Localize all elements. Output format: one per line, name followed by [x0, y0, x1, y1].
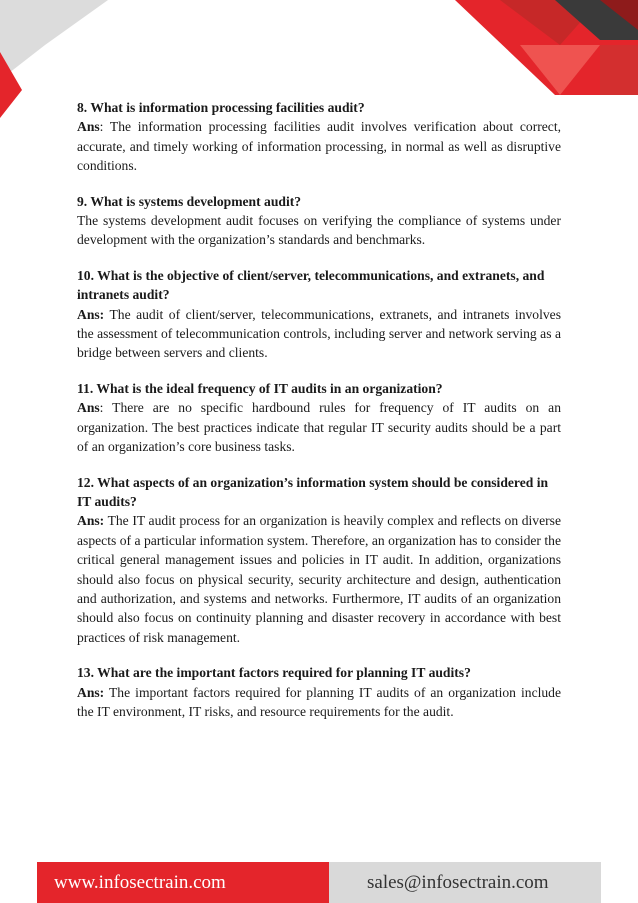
footer-website-link[interactable]: www.infosectrain.com: [37, 862, 329, 903]
corner-darkred-shape: [500, 0, 600, 45]
qa-item: [77, 98, 561, 176]
answer-label: Ans: [77, 119, 100, 135]
answer-text: There are no specific hardbound rules for frequency of IT audits on an organization. The best practices indicate that regular IT security audits should be a part of an organization’s core business tasks.: [77, 400, 561, 455]
corner-red-shape-left: [0, 52, 22, 118]
answer-separator: :: [99, 119, 110, 135]
answer-paragraph: [77, 117, 561, 175]
answer-paragraph: [77, 211, 561, 250]
qa-item: [77, 266, 561, 363]
corner-light-red-shape: [520, 45, 600, 95]
corner-red-square: [600, 45, 638, 95]
answer-label: Ans:: [77, 306, 105, 322]
answer-separator: :: [99, 400, 113, 416]
answer-text: The information processing facilities audit involves verification about correct, accurate, and timely working of information processing, in normal as well as disruptive conditions.: [77, 119, 561, 174]
corner-red-shape-right: [455, 0, 638, 95]
corner-maroon-shape: [600, 0, 638, 30]
answer-paragraph: [77, 683, 561, 722]
corner-charcoal-shape: [555, 0, 638, 40]
answer-paragraph: [77, 511, 561, 647]
answer-label: Ans:: [77, 513, 105, 529]
footer-bar: [37, 862, 601, 903]
answer-text: The systems development audit focuses on verifying the compliance of systems under development with the organization’s standards and benchmarks.: [77, 213, 561, 248]
footer-email-link[interactable]: sales@infosectrain.com: [329, 862, 601, 903]
question: 11. What is the ideal frequency of IT audits in an organization?: [77, 380, 443, 396]
answer-text: The audit of client/server, telecommunications, extranets, and intranets involves the assessment of telecommunication controls, including server and network serving as a bridge between servers and clients.: [77, 306, 561, 361]
qa-item: [77, 379, 561, 457]
answer-text: The IT audit process for an organization is heavily complex and reflects on diverse aspects of a particular information system. Therefore, an organization has to consider the critical general management issues and policies in IT audit. In addition, organizations should also focus on physical security, security architecture and design, authentication and authorization, and systems and networks. Furthermore, IT audits of an organization should also focus on continuity planning and disaster recovery in accordance with best practices of risk management.: [77, 513, 561, 645]
answer-label: Ans: [77, 400, 100, 416]
answer-text: The important factors required for planning IT audits of an organization include the IT environment, IT risks, and resource requirements for the audit.: [77, 684, 562, 719]
qa-item: [77, 192, 561, 250]
qa-item: [77, 473, 561, 648]
qa-document: [77, 98, 561, 737]
answer-paragraph: [77, 305, 561, 363]
question: 9. What is systems development audit?: [77, 193, 302, 209]
answer-label: Ans:: [77, 684, 105, 700]
corner-grey-shape: [0, 0, 108, 80]
question: 13. What are the important factors required for planning IT audits?: [77, 665, 471, 681]
answer-paragraph: [77, 398, 561, 456]
question: 10. What is the objective of client/server, telecommunications, and extranets, and intranets audit?: [77, 267, 545, 303]
question: 8. What is information processing facilities audit?: [77, 100, 365, 115]
question: 12. What aspects of an organization’s information system should be considered in IT audits?: [77, 474, 549, 509]
qa-item: [77, 663, 561, 721]
